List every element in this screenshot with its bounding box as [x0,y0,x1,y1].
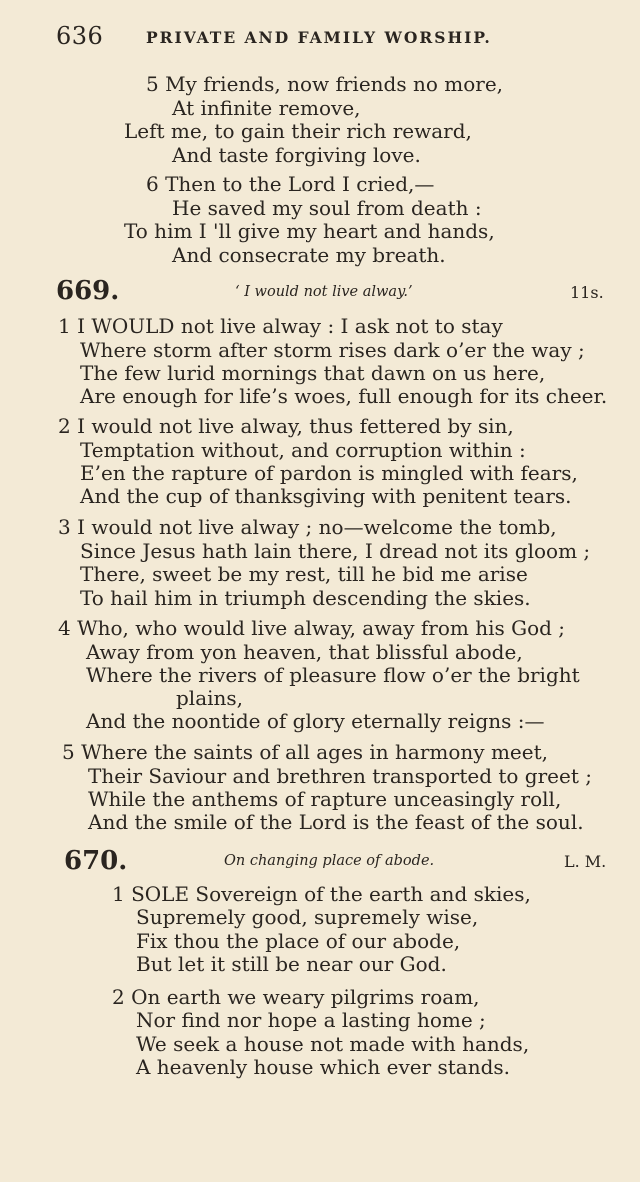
verse-line: And the cup of thanksgiving with penitent tears. [80,484,572,508]
hymn-title: On changing place of abode. [224,853,435,869]
hymn-meter: 11s. [570,283,604,302]
verse-line: Where storm after storm rises dark o’er the way ; [80,338,585,362]
verse-line: Fix thou the place of our abode, [136,929,461,953]
verse-line: There, sweet be my rest, till he bid me arise [80,562,528,586]
verse-line: 2 I would not live alway, thus fettered by sin, [58,414,514,438]
verse-line: 1 SOLE Sovereign of the earth and skies, [112,882,531,906]
verse-line: To hail him in triumph descending the skies. [80,586,531,610]
verse-line: He saved my soul from death : [172,196,482,220]
verse-line: Are enough for life’s woes, full enough for its cheer. [80,384,608,408]
verse-line: A heavenly house which ever stands. [136,1055,511,1079]
verse-line: We seek a house not made with hands, [136,1032,530,1056]
running-title: PRIVATE AND FAMILY WORSHIP. [146,28,492,47]
page-number: 636 [56,22,104,50]
verse-line: Supremely good, supremely wise, [136,905,479,929]
verse-line: 1 I WOULD not live alway : I ask not to stay [58,314,503,338]
hymn-title: ‘ I would not live alway.’ [235,284,413,300]
verse-line: But let it still be near our God. [136,952,447,976]
hymn-number: 670. [64,846,128,876]
verse-line: And the noontide of glory eternally reigns :— [86,709,545,733]
verse-line: 5 Where the saints of all ages in harmony meet, [62,740,548,764]
verse-line: At infinite remove, [172,96,361,120]
hymn-meter: L. M. [564,852,607,871]
verse-line: 2 On earth we weary pilgrims roam, [112,985,480,1009]
verse-line: plains, [176,686,244,710]
verse-line: Temptation without, and corruption within : [80,438,526,462]
verse-line: Nor find nor hope a lasting home ; [136,1008,486,1032]
verse-line: Their Saviour and brethren transported to greet ; [88,764,592,788]
verse-line: Left me, to gain their rich reward, [124,119,472,143]
verse-line: To him I 'll give my heart and hands, [124,219,495,243]
verse-line: And taste forgiving love. [172,143,421,167]
verse-line: 6 Then to the Lord I cried,— [146,172,435,196]
verse-line: E’en the rapture of pardon is mingled with fears, [80,461,578,485]
verse-line: Since Jesus hath lain there, I dread not its gloom ; [80,539,591,563]
verse-line: Where the rivers of pleasure flow o’er the bright [86,663,580,687]
verse-line: The few lurid mornings that dawn on us here, [80,361,546,385]
verse-line: Away from yon heaven, that blissful abode, [86,640,523,664]
verse-line: 4 Who, who would live alway, away from his God ; [58,616,566,640]
verse-line: 3 I would not live alway ; no—welcome the tomb, [58,515,557,539]
verse-line: While the anthems of rapture unceasingly roll, [88,787,562,811]
verse-line: And consecrate my breath. [172,243,446,267]
hymn-number: 669. [56,276,120,306]
verse-line: And the smile of the Lord is the feast of the soul. [88,810,584,834]
verse-line: 5 My friends, now friends no more, [146,72,504,96]
